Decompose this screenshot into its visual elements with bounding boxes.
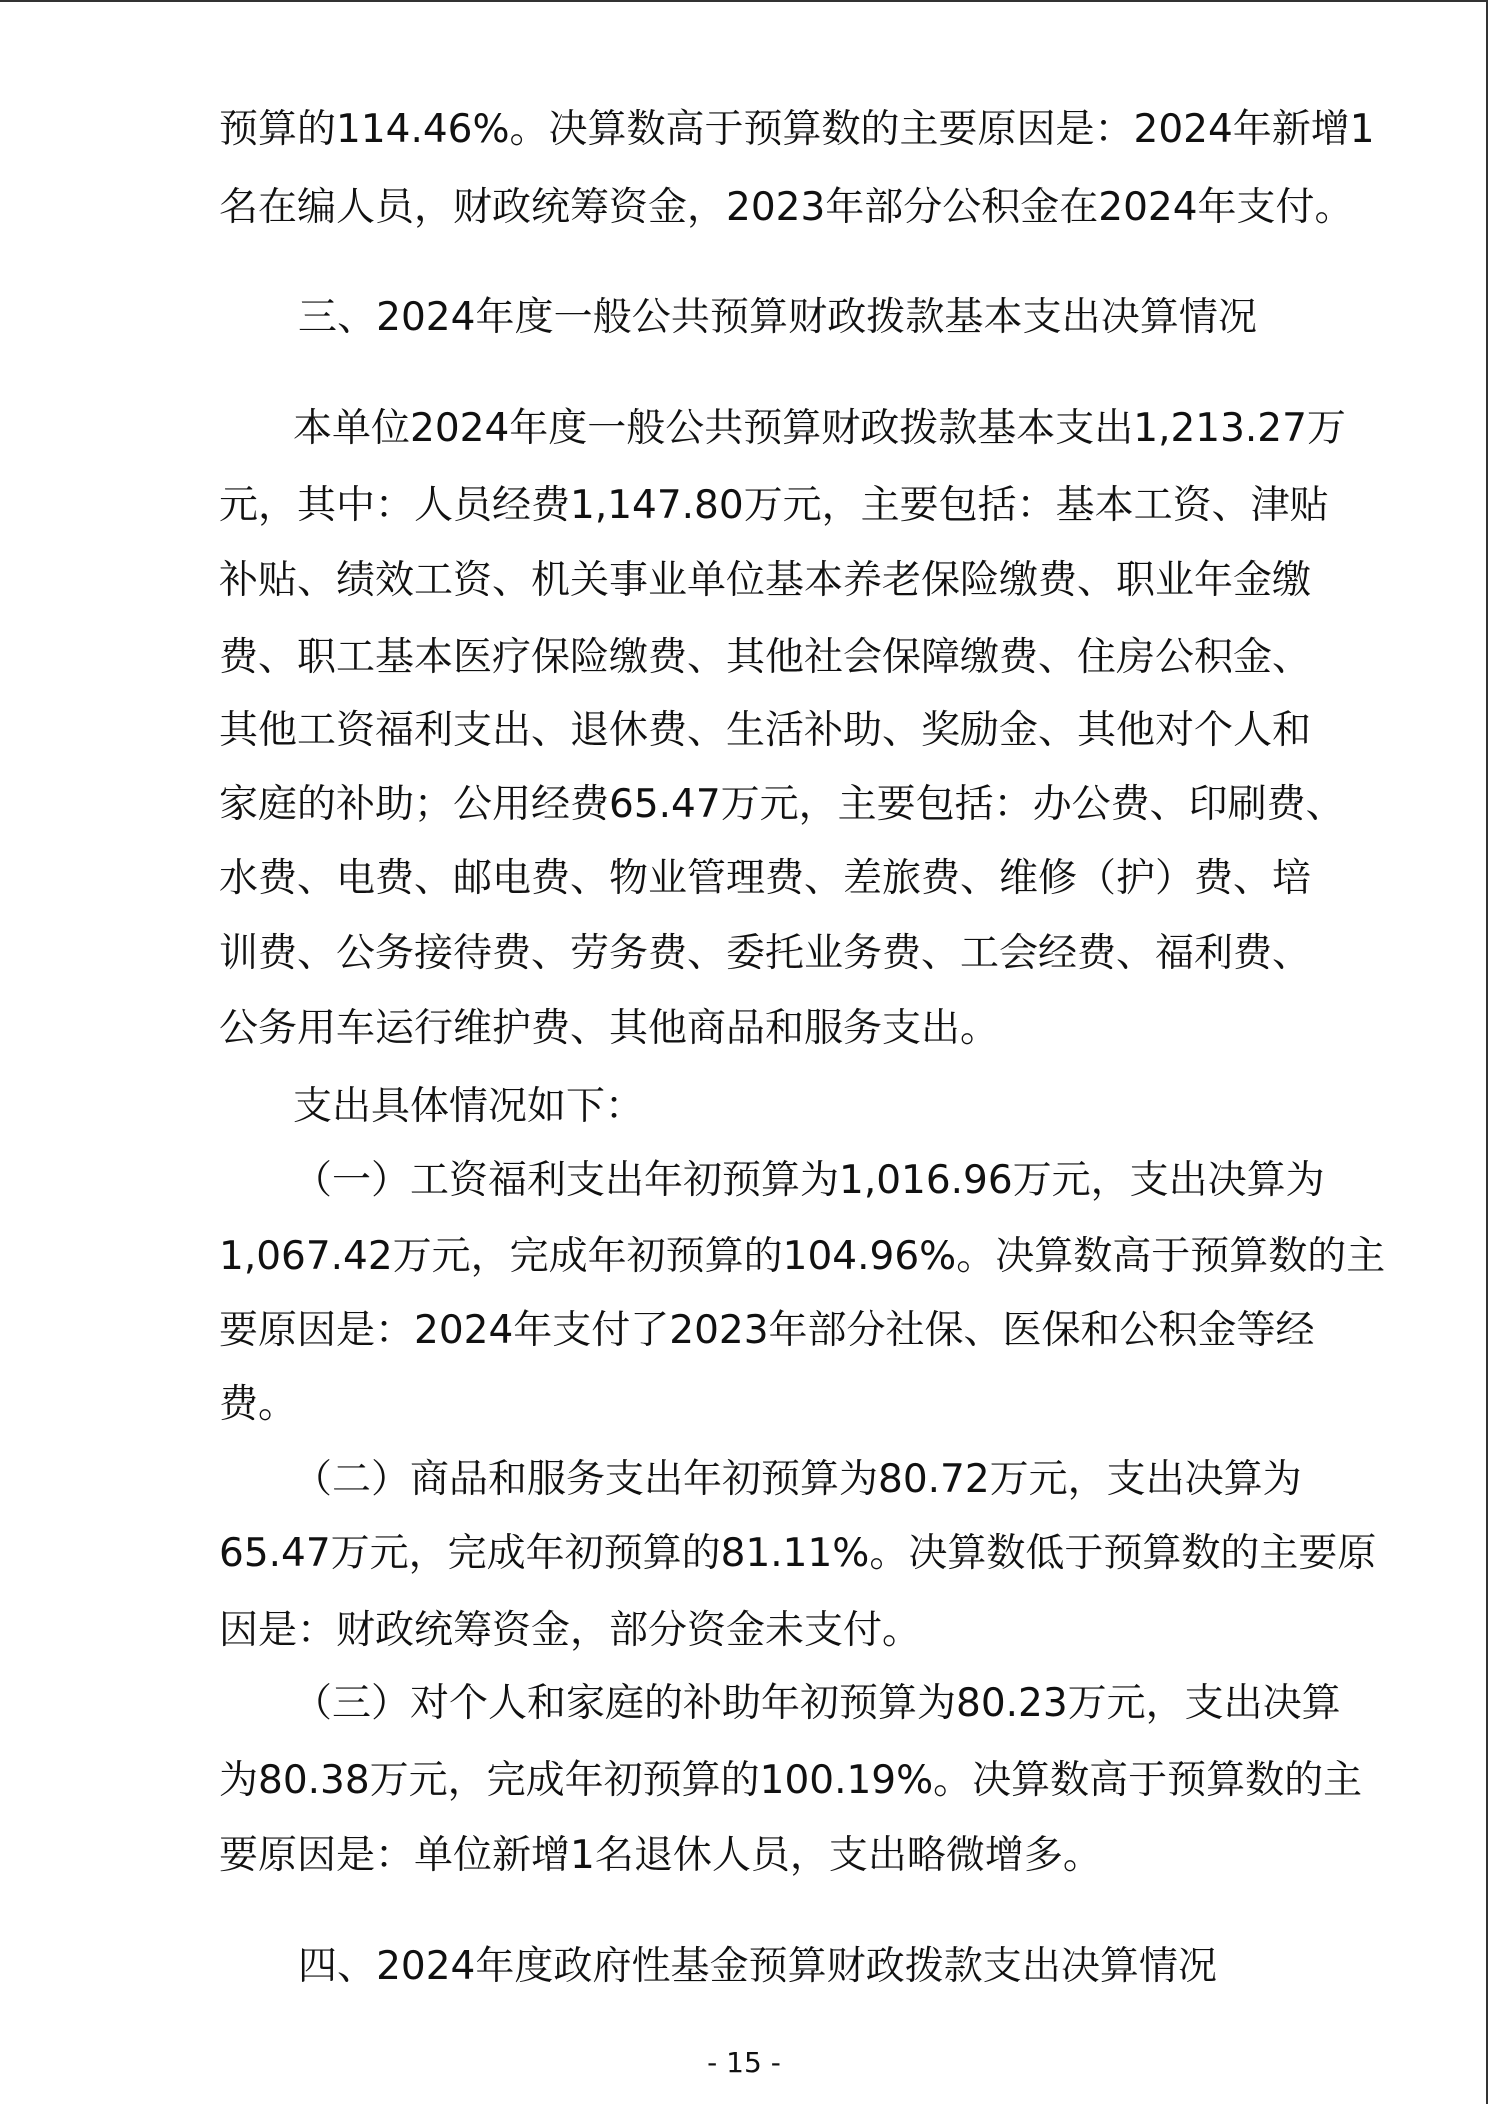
text-line: 水费、电费、邮电费、物业管理费、差旅费、维修（护）费、培 <box>219 856 1312 901</box>
text-line: 其他工资福利支出、退休费、生活补助、奖励金、其他对个人和 <box>219 708 1312 753</box>
text-line: 因是：财政统筹资金，部分资金未支付。 <box>219 1608 922 1653</box>
section-heading: 四、2024年度政府性基金预算财政拨款支出决算情况 <box>298 1944 1217 1989</box>
page-number: - 15 - <box>707 2046 781 2079</box>
page-border-top <box>0 0 1488 2</box>
text-line: 公务用车运行维护费、其他商品和服务支出。 <box>219 1006 1000 1051</box>
text-line: （二）商品和服务支出年初预算为80.72万元，支出决算为 <box>293 1457 1302 1502</box>
section-heading: 三、2024年度一般公共预算财政拨款基本支出决算情况 <box>298 295 1257 340</box>
text-line: 1,067.42万元，完成年初预算的104.96%。决算数高于预算数的主 <box>219 1234 1386 1279</box>
text-line: 费。 <box>219 1382 298 1427</box>
text-line: 本单位2024年度一般公共预算财政拨款基本支出1,213.27万 <box>293 406 1346 451</box>
text-line: 元，其中：人员经费1,147.80万元，主要包括：基本工资、津贴 <box>219 483 1329 528</box>
text-line: 支出具体情况如下： <box>293 1084 645 1129</box>
text-line: 名在编人员，财政统筹资金，2023年部分公积金在2024年支付。 <box>219 185 1354 230</box>
text-line: （三）对个人和家庭的补助年初预算为80.23万元，支出决算 <box>293 1681 1341 1726</box>
text-line: 训费、公务接待费、劳务费、委托业务费、工会经费、福利费、 <box>219 931 1312 976</box>
text-line: 要原因是：单位新增1名退休人员，支出略微增多。 <box>219 1833 1102 1878</box>
text-line: 费、职工基本医疗保险缴费、其他社会保障缴费、住房公积金、 <box>219 635 1312 680</box>
text-line: 65.47万元，完成年初预算的81.11%。决算数低于预算数的主要原 <box>219 1531 1377 1576</box>
text-line: （一）工资福利支出年初预算为1,016.96万元，支出决算为 <box>293 1158 1325 1203</box>
text-line: 补贴、绩效工资、机关事业单位基本养老保险缴费、职业年金缴 <box>219 558 1312 603</box>
text-line: 为80.38万元，完成年初预算的100.19%。决算数高于预算数的主 <box>219 1758 1363 1803</box>
text-line: 要原因是：2024年支付了2023年部分社保、医保和公积金等经 <box>219 1308 1315 1353</box>
text-line: 家庭的补助；公用经费65.47万元，主要包括：办公费、印刷费、 <box>219 782 1345 827</box>
text-line: 预算的114.46%。决算数高于预算数的主要原因是：2024年新增1 <box>219 107 1375 152</box>
